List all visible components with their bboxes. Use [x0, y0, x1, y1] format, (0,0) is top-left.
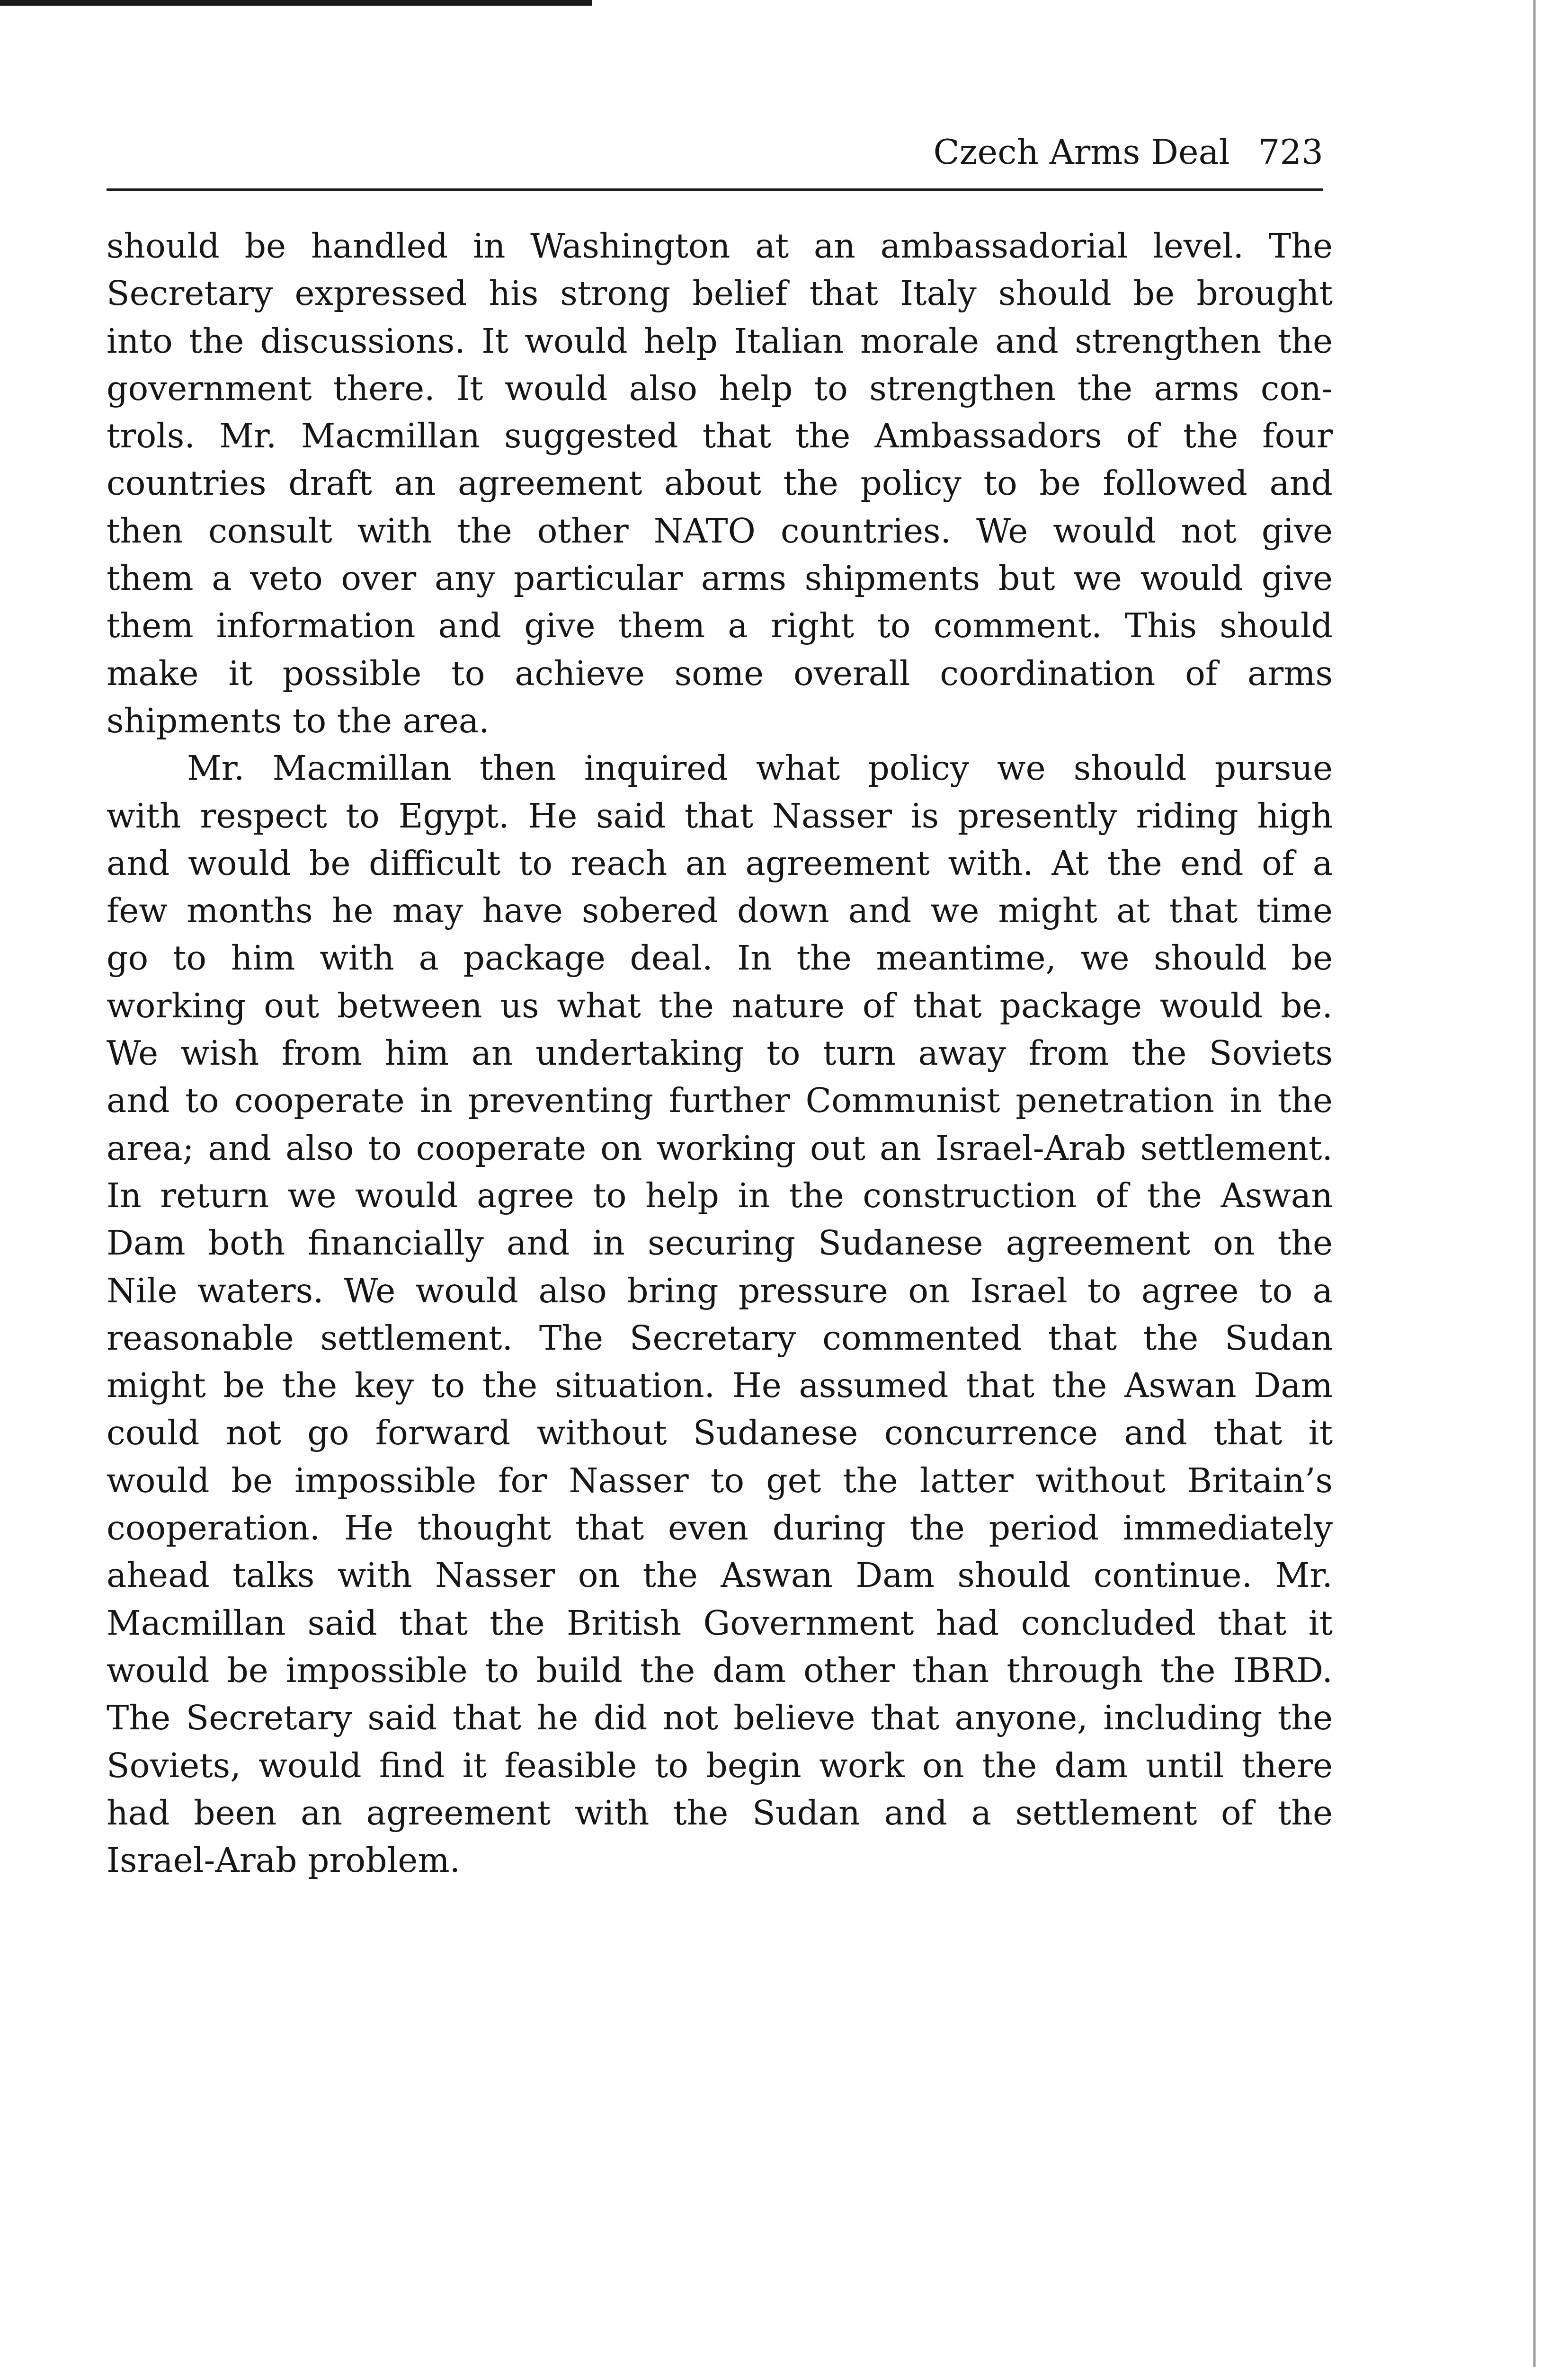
running-head-title: Czech Arms Deal: [933, 132, 1230, 172]
text-line: make it possible to achieve some overall coordination of arms: [107, 653, 1333, 693]
text-line: Mr. Macmillan then inquired what policy we should pursue: [187, 748, 1333, 788]
text-line: could not go forward without Sudanese concurrence and that it: [107, 1413, 1333, 1453]
text-line: into the discussions. It would help Italian morale and strengthen the: [107, 321, 1333, 361]
text-line: Macmillan said that the British Government had concluded that it: [107, 1603, 1333, 1643]
text-line: would be impossible to build the dam other than through the IBRD.: [107, 1650, 1333, 1690]
text-line: might be the key to the situation. He assumed that the Aswan Dam: [107, 1366, 1333, 1406]
text-line: countries draft an agreement about the policy to be followed and: [107, 463, 1333, 503]
running-head: [107, 132, 1323, 172]
text-line: then consult with the other NATO countries. We would not give: [107, 511, 1333, 551]
text-line: Secretary expressed his strong belief that Italy should be brought: [107, 274, 1333, 313]
page-number: 723: [1258, 132, 1323, 172]
text-line: with respect to Egypt. He said that Nasser is presently riding high: [107, 796, 1333, 836]
text-line: would be impossible for Nasser to get the latter without Britain’s: [107, 1460, 1333, 1500]
scan-right-edge: [1533, 0, 1536, 2367]
text-line: Israel-Arab problem.: [107, 1841, 461, 1880]
text-line: area; and also to cooperate on working out an Israel-Arab settlement.: [107, 1128, 1333, 1168]
text-line: Soviets, would find it feasible to begin work on the dam until there: [107, 1745, 1333, 1785]
text-line: them information and give them a right to comment. This should: [107, 606, 1333, 646]
text-line: government there. It would also help to strengthen the arms con-: [107, 368, 1333, 408]
header-rule: [107, 188, 1323, 191]
text-line: cooperation. He thought that even during the period immediately: [107, 1508, 1333, 1548]
paragraph: [107, 745, 1333, 1884]
paragraph: [107, 222, 1333, 745]
text-line: ahead talks with Nasser on the Aswan Dam should continue. Mr.: [107, 1556, 1333, 1595]
text-line: Nile waters. We would also bring pressure on Israel to agree to a: [107, 1271, 1333, 1310]
scan-top-edge: [0, 0, 592, 6]
text-line: The Secretary said that he did not believe that anyone, including the: [107, 1698, 1333, 1738]
body-text: [107, 222, 1333, 1884]
text-line: We wish from him an undertaking to turn away from the Soviets: [107, 1033, 1333, 1073]
text-line: shipments to the area.: [107, 701, 490, 740]
text-line: reasonable settlement. The Secretary commented that the Sudan: [107, 1318, 1333, 1358]
text-line: few months he may have sobered down and we might at that time: [107, 891, 1333, 931]
text-line: and to cooperate in preventing further Communist penetration in the: [107, 1081, 1333, 1121]
text-line: Dam both financially and in securing Sudanese agreement on the: [107, 1223, 1333, 1263]
text-line: should be handled in Washington at an ambassadorial level. The: [107, 226, 1333, 266]
text-line: trols. Mr. Macmillan suggested that the Ambassadors of the four: [107, 416, 1333, 456]
text-line: go to him with a package deal. In the meantime, we should be: [107, 938, 1333, 978]
text-line: had been an agreement with the Sudan and a settlement of the: [107, 1793, 1333, 1833]
text-line: them a veto over any particular arms shipments but we would give: [107, 559, 1333, 598]
text-line: working out between us what the nature of that package would be.: [107, 986, 1333, 1025]
text-line: and would be difficult to reach an agreement with. At the end of a: [107, 843, 1333, 883]
text-line: In return we would agree to help in the construction of the Aswan: [107, 1175, 1333, 1215]
